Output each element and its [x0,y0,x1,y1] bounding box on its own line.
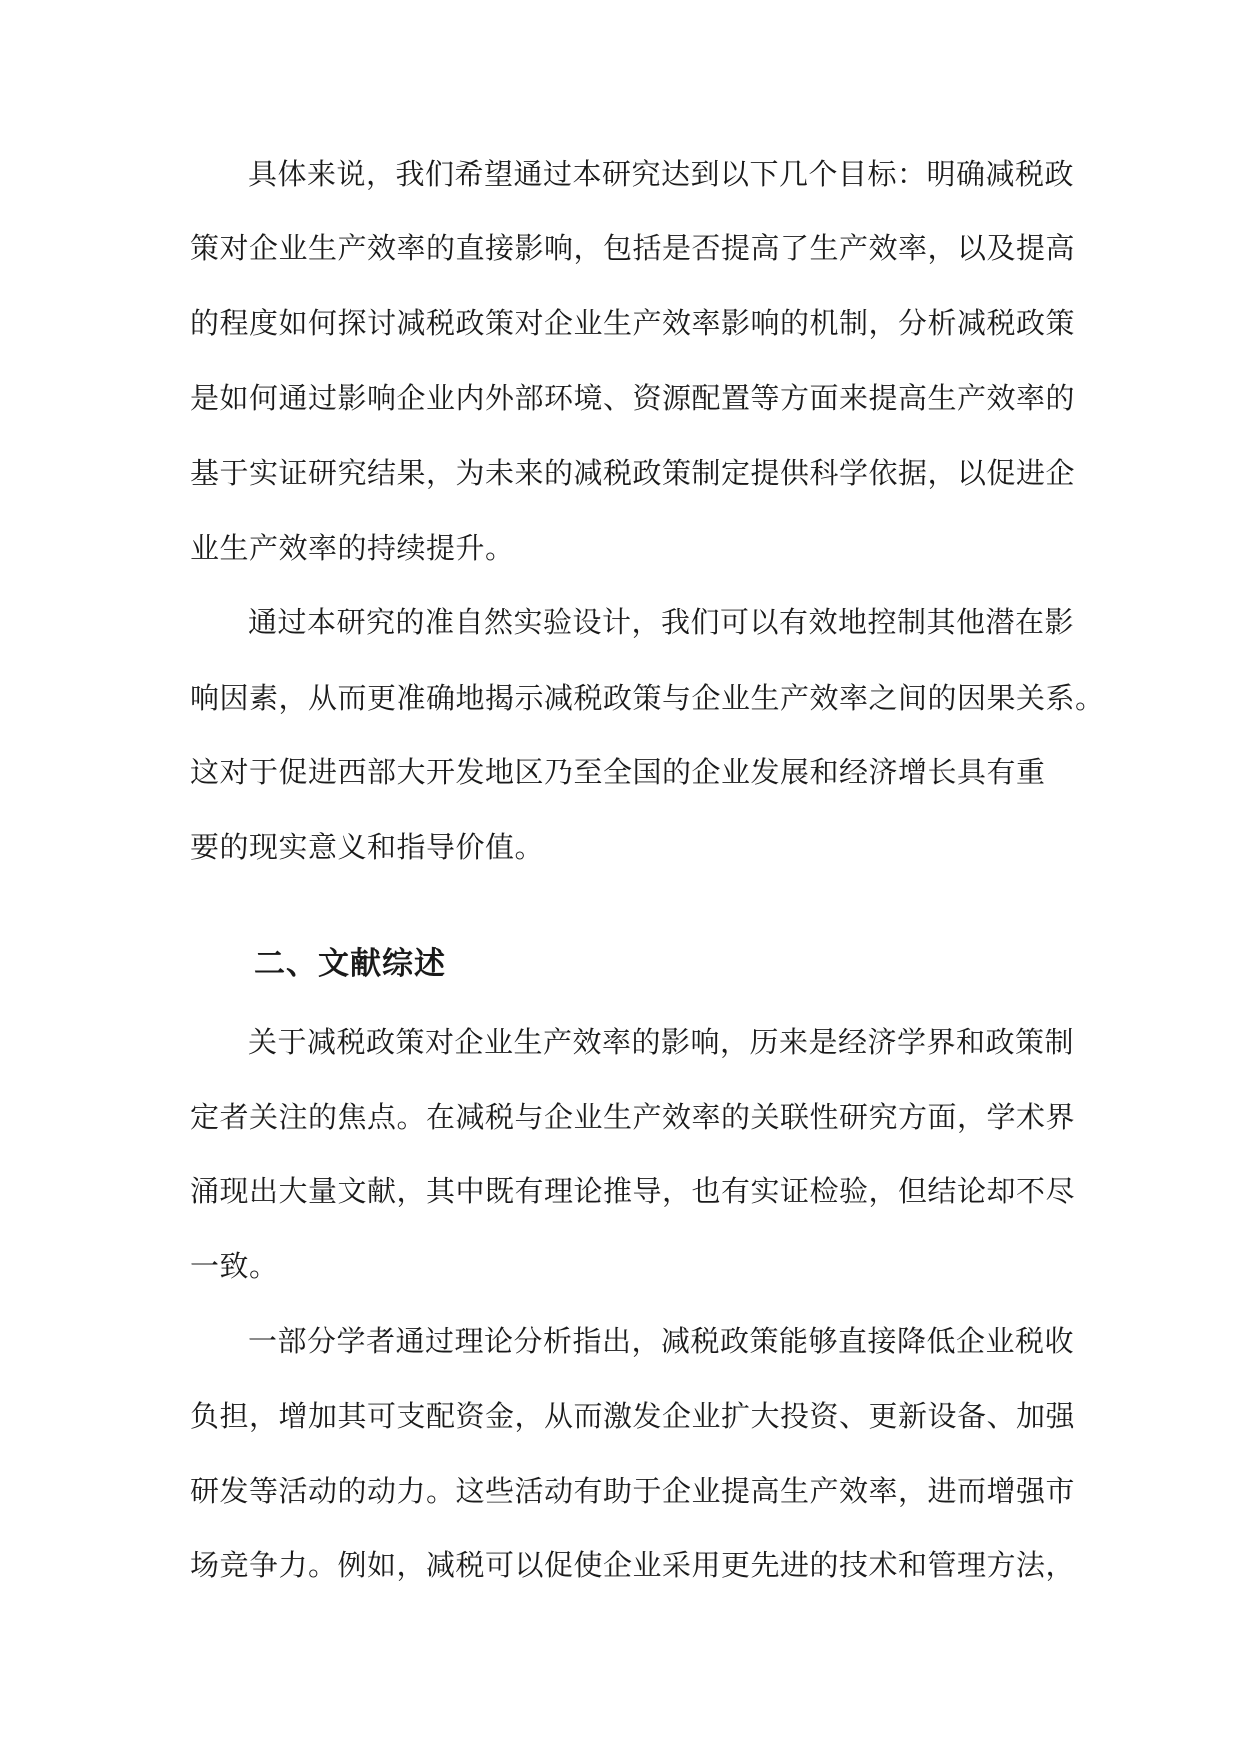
paragraph-4-line-2: 负担，增加其可支配资金，从而激发企业扩大投资、更新设备、加强 [190,1399,1076,1433]
paragraph-3-line-2: 定者关注的焦点。在减税与企业生产效率的关联性研究方面，学术界 [190,1100,1076,1134]
paragraph-1-line-1: 具体来说，我们希望通过本研究达到以下几个目标：明确减税政 [248,157,1075,191]
paragraph-2-line-1: 通过本研究的准自然实验设计，我们可以有效地控制其他潜在影 [248,605,1075,639]
paragraph-2-line-4: 要的现实意义和指导价值。 [190,830,545,864]
paragraph-4-line-4: 场竞争力。例如，减税可以促使企业采用更先进的技术和管理方法， [190,1548,1076,1582]
paragraph-3-line-1: 关于减税政策对企业生产效率的影响，历来是经济学界和政策制 [248,1025,1075,1059]
paragraph-1-line-6: 业生产效率的持续提升。 [190,531,515,565]
paragraph-3-line-3: 涌现出大量文献，其中既有理论推导，也有实证检验，但结论却不尽 [190,1174,1076,1208]
paragraph-2-line-2: 响因素，从而更准确地揭示减税政策与企业生产效率之间的因果关系。 [190,681,1105,715]
paragraph-4-line-1: 一部分学者通过理论分析指出，减税政策能够直接降低企业税收 [248,1324,1075,1358]
paragraph-1-line-4: 是如何通过影响企业内外部环境、资源配置等方面来提高生产效率的 [190,381,1076,415]
paragraph-3-line-4: 一致。 [190,1249,279,1283]
paragraph-1-line-5: 基于实证研究结果，为未来的减税政策制定提供科学依据，以促进企 [190,456,1076,490]
paragraph-1-line-3: 的程度如何探讨减税政策对企业生产效率影响的机制，分析减税政策 [190,306,1076,340]
paragraph-4-line-3: 研发等活动的动力。这些活动有助于企业提高生产效率，进而增强市 [190,1474,1076,1508]
paragraph-2-line-3: 这对于促进西部大开发地区乃至全国的企业发展和经济增长具有重 [190,755,1046,789]
paragraph-1-line-2: 策对企业生产效率的直接影响，包括是否提高了生产效率，以及提高 [190,231,1076,265]
section-heading: 二、文献综述 [254,946,446,982]
